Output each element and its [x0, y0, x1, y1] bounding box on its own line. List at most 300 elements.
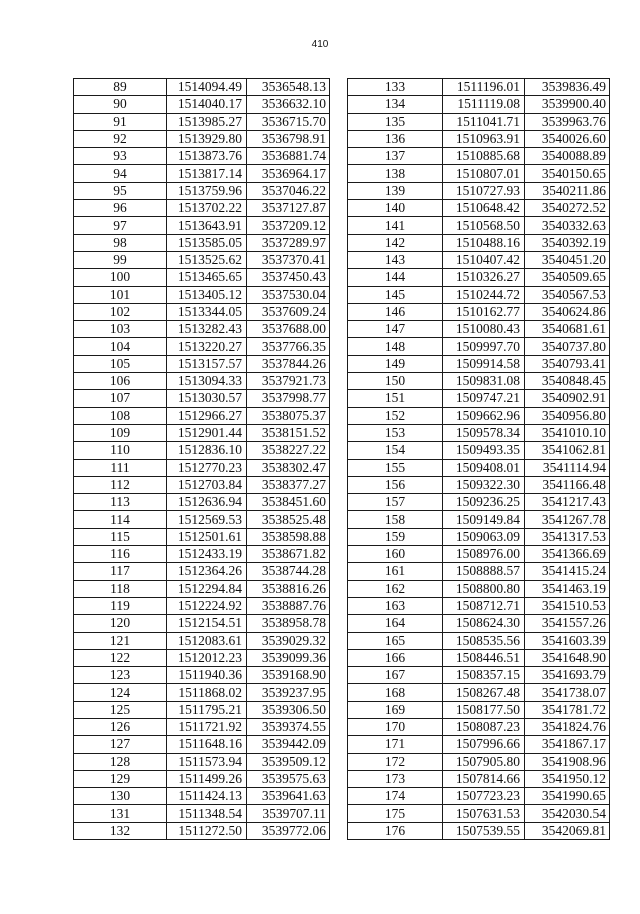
x-coordinate-cell: 1511940.36 [167, 667, 247, 684]
point-id-cell: 93 [74, 148, 167, 165]
point-id-cell: 146 [348, 303, 443, 320]
x-coordinate-cell: 1511424.13 [167, 788, 247, 805]
table-row [348, 701, 610, 718]
point-id-cell: 132 [74, 822, 167, 839]
x-coordinate-cell: 1512901.44 [167, 424, 247, 441]
point-id-cell: 130 [74, 788, 167, 805]
table-row [348, 407, 610, 424]
point-id-cell: 151 [348, 390, 443, 407]
point-id-cell: 163 [348, 597, 443, 614]
table-row [74, 286, 330, 303]
point-id-cell: 145 [348, 286, 443, 303]
x-coordinate-cell: 1513220.27 [167, 338, 247, 355]
point-id-cell: 161 [348, 563, 443, 580]
y-coordinate-cell: 3539836.49 [525, 79, 610, 96]
point-id-cell: 90 [74, 96, 167, 113]
y-coordinate-cell: 3538377.27 [247, 476, 330, 493]
x-coordinate-cell: 1512012.23 [167, 649, 247, 666]
x-coordinate-cell: 1512703.84 [167, 476, 247, 493]
y-coordinate-cell: 3538451.60 [247, 494, 330, 511]
table-row [74, 390, 330, 407]
x-coordinate-cell: 1509662.96 [443, 407, 525, 424]
point-id-cell: 147 [348, 321, 443, 338]
x-coordinate-cell: 1513585.05 [167, 234, 247, 251]
table-row [348, 286, 610, 303]
table-row [348, 165, 610, 182]
point-id-cell: 105 [74, 355, 167, 372]
table-row [74, 597, 330, 614]
table-row [348, 442, 610, 459]
y-coordinate-cell: 3539306.50 [247, 701, 330, 718]
point-id-cell: 94 [74, 165, 167, 182]
y-coordinate-cell: 3541510.53 [525, 597, 610, 614]
y-coordinate-cell: 3541693.79 [525, 667, 610, 684]
point-id-cell: 99 [74, 251, 167, 268]
x-coordinate-cell: 1509063.09 [443, 528, 525, 545]
point-id-cell: 144 [348, 269, 443, 286]
table-row [348, 269, 610, 286]
table-row [74, 684, 330, 701]
table-row [348, 528, 610, 545]
table-row [348, 476, 610, 493]
table-row [74, 338, 330, 355]
x-coordinate-cell: 1513817.14 [167, 165, 247, 182]
y-coordinate-cell: 3539963.76 [525, 113, 610, 130]
point-id-cell: 154 [348, 442, 443, 459]
table-row [348, 580, 610, 597]
x-coordinate-cell: 1512966.27 [167, 407, 247, 424]
point-id-cell: 142 [348, 234, 443, 251]
table-row [348, 321, 610, 338]
table-row [348, 615, 610, 632]
x-coordinate-cell: 1511272.50 [167, 822, 247, 839]
point-id-cell: 164 [348, 615, 443, 632]
x-coordinate-cell: 1507631.53 [443, 805, 525, 822]
x-coordinate-cell: 1512154.51 [167, 615, 247, 632]
point-id-cell: 169 [348, 701, 443, 718]
point-id-cell: 133 [348, 79, 443, 96]
table-row [74, 182, 330, 199]
x-coordinate-cell: 1511795.21 [167, 701, 247, 718]
y-coordinate-cell: 3538075.37 [247, 407, 330, 424]
y-coordinate-cell: 3541738.07 [525, 684, 610, 701]
x-coordinate-cell: 1514040.17 [167, 96, 247, 113]
table-row [74, 79, 330, 96]
y-coordinate-cell: 3541867.17 [525, 736, 610, 753]
table-row [74, 632, 330, 649]
y-coordinate-cell: 3537921.73 [247, 373, 330, 390]
x-coordinate-cell: 1513929.80 [167, 130, 247, 147]
y-coordinate-cell: 3541648.90 [525, 649, 610, 666]
point-id-cell: 175 [348, 805, 443, 822]
table-row [348, 303, 610, 320]
y-coordinate-cell: 3538525.48 [247, 511, 330, 528]
point-id-cell: 103 [74, 321, 167, 338]
x-coordinate-cell: 1509236.25 [443, 494, 525, 511]
x-coordinate-cell: 1510326.27 [443, 269, 525, 286]
y-coordinate-cell: 3539168.90 [247, 667, 330, 684]
x-coordinate-cell: 1510407.42 [443, 251, 525, 268]
table-row [348, 546, 610, 563]
table-row [74, 528, 330, 545]
table-row [348, 148, 610, 165]
point-id-cell: 112 [74, 476, 167, 493]
point-id-cell: 123 [74, 667, 167, 684]
point-id-cell: 126 [74, 718, 167, 735]
table-row [74, 269, 330, 286]
x-coordinate-cell: 1509408.01 [443, 459, 525, 476]
y-coordinate-cell: 3539772.06 [247, 822, 330, 839]
y-coordinate-cell: 3538302.47 [247, 459, 330, 476]
x-coordinate-cell: 1510568.50 [443, 217, 525, 234]
table-row [74, 615, 330, 632]
y-coordinate-cell: 3536548.13 [247, 79, 330, 96]
point-id-cell: 140 [348, 200, 443, 217]
point-id-cell: 173 [348, 770, 443, 787]
x-coordinate-cell: 1508976.00 [443, 546, 525, 563]
x-coordinate-cell: 1510162.77 [443, 303, 525, 320]
y-coordinate-cell: 3537609.24 [247, 303, 330, 320]
table-row [348, 822, 610, 839]
x-coordinate-cell: 1511041.71 [443, 113, 525, 130]
point-id-cell: 149 [348, 355, 443, 372]
point-id-cell: 165 [348, 632, 443, 649]
y-coordinate-cell: 3540088.89 [525, 148, 610, 165]
x-coordinate-cell: 1508535.56 [443, 632, 525, 649]
x-coordinate-cell: 1512294.84 [167, 580, 247, 597]
x-coordinate-cell: 1509997.70 [443, 338, 525, 355]
table-row [348, 251, 610, 268]
point-id-cell: 131 [74, 805, 167, 822]
x-coordinate-cell: 1512501.61 [167, 528, 247, 545]
x-coordinate-cell: 1509149.84 [443, 511, 525, 528]
y-coordinate-cell: 3536715.70 [247, 113, 330, 130]
table-row [74, 459, 330, 476]
y-coordinate-cell: 3537844.26 [247, 355, 330, 372]
x-coordinate-cell: 1510885.68 [443, 148, 525, 165]
point-id-cell: 108 [74, 407, 167, 424]
table-row [348, 563, 610, 580]
x-coordinate-cell: 1513157.57 [167, 355, 247, 372]
point-id-cell: 124 [74, 684, 167, 701]
x-coordinate-cell: 1511119.08 [443, 96, 525, 113]
x-coordinate-cell: 1511721.92 [167, 718, 247, 735]
point-id-cell: 98 [74, 234, 167, 251]
table-row [348, 234, 610, 251]
y-coordinate-cell: 3537530.04 [247, 286, 330, 303]
y-coordinate-cell: 3541114.94 [525, 459, 610, 476]
table-row [348, 788, 610, 805]
y-coordinate-cell: 3541463.19 [525, 580, 610, 597]
x-coordinate-cell: 1510807.01 [443, 165, 525, 182]
point-id-cell: 143 [348, 251, 443, 268]
table-row [348, 424, 610, 441]
x-coordinate-cell: 1508446.51 [443, 649, 525, 666]
y-coordinate-cell: 3539509.12 [247, 753, 330, 770]
table-row [74, 805, 330, 822]
table-row [74, 511, 330, 528]
coordinates-table-left-body [74, 79, 330, 840]
y-coordinate-cell: 3539029.32 [247, 632, 330, 649]
x-coordinate-cell: 1507905.80 [443, 753, 525, 770]
x-coordinate-cell: 1513405.12 [167, 286, 247, 303]
y-coordinate-cell: 3540624.86 [525, 303, 610, 320]
point-id-cell: 114 [74, 511, 167, 528]
y-coordinate-cell: 3538887.76 [247, 597, 330, 614]
x-coordinate-cell: 1513702.22 [167, 200, 247, 217]
point-id-cell: 96 [74, 200, 167, 217]
y-coordinate-cell: 3541603.39 [525, 632, 610, 649]
y-coordinate-cell: 3540956.80 [525, 407, 610, 424]
y-coordinate-cell: 3540567.53 [525, 286, 610, 303]
x-coordinate-cell: 1509831.08 [443, 373, 525, 390]
y-coordinate-cell: 3541217.43 [525, 494, 610, 511]
y-coordinate-cell: 3540902.91 [525, 390, 610, 407]
y-coordinate-cell: 3537370.41 [247, 251, 330, 268]
x-coordinate-cell: 1512569.53 [167, 511, 247, 528]
table-row [74, 546, 330, 563]
x-coordinate-cell: 1511499.26 [167, 770, 247, 787]
y-coordinate-cell: 3541950.12 [525, 770, 610, 787]
x-coordinate-cell: 1512836.10 [167, 442, 247, 459]
table-row [74, 148, 330, 165]
point-id-cell: 109 [74, 424, 167, 441]
page-number: 410 [311, 39, 329, 50]
table-row [348, 182, 610, 199]
x-coordinate-cell: 1509322.30 [443, 476, 525, 493]
y-coordinate-cell: 3541366.69 [525, 546, 610, 563]
point-id-cell: 117 [74, 563, 167, 580]
x-coordinate-cell: 1512636.94 [167, 494, 247, 511]
table-row [348, 130, 610, 147]
x-coordinate-cell: 1513985.27 [167, 113, 247, 130]
y-coordinate-cell: 3538151.52 [247, 424, 330, 441]
table-row [74, 753, 330, 770]
y-coordinate-cell: 3537127.87 [247, 200, 330, 217]
y-coordinate-cell: 3540681.61 [525, 321, 610, 338]
coordinates-table-right-body [348, 79, 610, 840]
point-id-cell: 97 [74, 217, 167, 234]
point-id-cell: 157 [348, 494, 443, 511]
x-coordinate-cell: 1510244.72 [443, 286, 525, 303]
point-id-cell: 166 [348, 649, 443, 666]
y-coordinate-cell: 3537688.00 [247, 321, 330, 338]
table-row [74, 234, 330, 251]
point-id-cell: 113 [74, 494, 167, 511]
y-coordinate-cell: 3541062.81 [525, 442, 610, 459]
point-id-cell: 159 [348, 528, 443, 545]
table-row [348, 113, 610, 130]
y-coordinate-cell: 3539099.36 [247, 649, 330, 666]
x-coordinate-cell: 1510488.16 [443, 234, 525, 251]
x-coordinate-cell: 1513094.33 [167, 373, 247, 390]
x-coordinate-cell: 1508624.30 [443, 615, 525, 632]
x-coordinate-cell: 1507723.23 [443, 788, 525, 805]
point-id-cell: 170 [348, 718, 443, 735]
table-row [348, 667, 610, 684]
y-coordinate-cell: 3539707.11 [247, 805, 330, 822]
table-row [74, 424, 330, 441]
table-row [348, 390, 610, 407]
x-coordinate-cell: 1507814.66 [443, 770, 525, 787]
point-id-cell: 116 [74, 546, 167, 563]
table-row [348, 684, 610, 701]
x-coordinate-cell: 1511348.54 [167, 805, 247, 822]
point-id-cell: 171 [348, 736, 443, 753]
y-coordinate-cell: 3540392.19 [525, 234, 610, 251]
table-row [74, 442, 330, 459]
x-coordinate-cell: 1507539.55 [443, 822, 525, 839]
point-id-cell: 158 [348, 511, 443, 528]
table-row [348, 96, 610, 113]
x-coordinate-cell: 1508357.15 [443, 667, 525, 684]
table-row [348, 736, 610, 753]
y-coordinate-cell: 3540737.80 [525, 338, 610, 355]
table-row [74, 251, 330, 268]
y-coordinate-cell: 3540793.41 [525, 355, 610, 372]
y-coordinate-cell: 3541781.72 [525, 701, 610, 718]
table-row [74, 200, 330, 217]
point-id-cell: 172 [348, 753, 443, 770]
point-id-cell: 134 [348, 96, 443, 113]
point-id-cell: 92 [74, 130, 167, 147]
y-coordinate-cell: 3539237.95 [247, 684, 330, 701]
y-coordinate-cell: 3539442.09 [247, 736, 330, 753]
point-id-cell: 95 [74, 182, 167, 199]
point-id-cell: 120 [74, 615, 167, 632]
point-id-cell: 153 [348, 424, 443, 441]
x-coordinate-cell: 1513873.76 [167, 148, 247, 165]
x-coordinate-cell: 1508267.48 [443, 684, 525, 701]
point-id-cell: 156 [348, 476, 443, 493]
point-id-cell: 152 [348, 407, 443, 424]
y-coordinate-cell: 3542030.54 [525, 805, 610, 822]
y-coordinate-cell: 3538598.88 [247, 528, 330, 545]
point-id-cell: 125 [74, 701, 167, 718]
point-id-cell: 119 [74, 597, 167, 614]
point-id-cell: 115 [74, 528, 167, 545]
x-coordinate-cell: 1510080.43 [443, 321, 525, 338]
y-coordinate-cell: 3538816.26 [247, 580, 330, 597]
x-coordinate-cell: 1508712.71 [443, 597, 525, 614]
x-coordinate-cell: 1514094.49 [167, 79, 247, 96]
x-coordinate-cell: 1513525.62 [167, 251, 247, 268]
table-row [348, 597, 610, 614]
point-id-cell: 136 [348, 130, 443, 147]
point-id-cell: 129 [74, 770, 167, 787]
x-coordinate-cell: 1509493.35 [443, 442, 525, 459]
x-coordinate-cell: 1513643.91 [167, 217, 247, 234]
x-coordinate-cell: 1508800.80 [443, 580, 525, 597]
x-coordinate-cell: 1510727.93 [443, 182, 525, 199]
y-coordinate-cell: 3540451.20 [525, 251, 610, 268]
table-row [74, 321, 330, 338]
table-row [74, 217, 330, 234]
x-coordinate-cell: 1511573.94 [167, 753, 247, 770]
table-row [74, 494, 330, 511]
coordinates-table-left [73, 78, 330, 840]
point-id-cell: 138 [348, 165, 443, 182]
table-row [348, 373, 610, 390]
x-coordinate-cell: 1513030.57 [167, 390, 247, 407]
table-row [348, 494, 610, 511]
point-id-cell: 107 [74, 390, 167, 407]
y-coordinate-cell: 3542069.81 [525, 822, 610, 839]
table-row [74, 476, 330, 493]
y-coordinate-cell: 3536632.10 [247, 96, 330, 113]
table-row [74, 563, 330, 580]
point-id-cell: 141 [348, 217, 443, 234]
table-row [348, 79, 610, 96]
point-id-cell: 148 [348, 338, 443, 355]
table-row [74, 736, 330, 753]
point-id-cell: 150 [348, 373, 443, 390]
table-row [348, 459, 610, 476]
y-coordinate-cell: 3538671.82 [247, 546, 330, 563]
point-id-cell: 162 [348, 580, 443, 597]
table-row [348, 805, 610, 822]
x-coordinate-cell: 1509578.34 [443, 424, 525, 441]
y-coordinate-cell: 3537046.22 [247, 182, 330, 199]
point-id-cell: 168 [348, 684, 443, 701]
y-coordinate-cell: 3540848.45 [525, 373, 610, 390]
point-id-cell: 127 [74, 736, 167, 753]
y-coordinate-cell: 3541010.10 [525, 424, 610, 441]
table-row [348, 753, 610, 770]
y-coordinate-cell: 3541908.96 [525, 753, 610, 770]
table-row [348, 770, 610, 787]
table-row [348, 632, 610, 649]
y-coordinate-cell: 3540026.60 [525, 130, 610, 147]
point-id-cell: 118 [74, 580, 167, 597]
point-id-cell: 89 [74, 79, 167, 96]
point-id-cell: 111 [74, 459, 167, 476]
table-row [74, 113, 330, 130]
x-coordinate-cell: 1511868.02 [167, 684, 247, 701]
x-coordinate-cell: 1511648.16 [167, 736, 247, 753]
table-row [348, 200, 610, 217]
table-row [74, 788, 330, 805]
y-coordinate-cell: 3538744.28 [247, 563, 330, 580]
y-coordinate-cell: 3539900.40 [525, 96, 610, 113]
point-id-cell: 174 [348, 788, 443, 805]
table-row [74, 822, 330, 839]
point-id-cell: 167 [348, 667, 443, 684]
x-coordinate-cell: 1512224.92 [167, 597, 247, 614]
point-id-cell: 102 [74, 303, 167, 320]
table-row [74, 701, 330, 718]
x-coordinate-cell: 1512083.61 [167, 632, 247, 649]
point-id-cell: 137 [348, 148, 443, 165]
y-coordinate-cell: 3538227.22 [247, 442, 330, 459]
x-coordinate-cell: 1508087.23 [443, 718, 525, 735]
y-coordinate-cell: 3537998.77 [247, 390, 330, 407]
y-coordinate-cell: 3539641.63 [247, 788, 330, 805]
point-id-cell: 104 [74, 338, 167, 355]
table-row [348, 338, 610, 355]
x-coordinate-cell: 1510648.42 [443, 200, 525, 217]
table-row [74, 373, 330, 390]
y-coordinate-cell: 3540211.86 [525, 182, 610, 199]
point-id-cell: 106 [74, 373, 167, 390]
table-row [74, 667, 330, 684]
point-id-cell: 100 [74, 269, 167, 286]
y-coordinate-cell: 3541317.53 [525, 528, 610, 545]
table-row [348, 511, 610, 528]
x-coordinate-cell: 1512770.23 [167, 459, 247, 476]
table-row [74, 770, 330, 787]
point-id-cell: 91 [74, 113, 167, 130]
